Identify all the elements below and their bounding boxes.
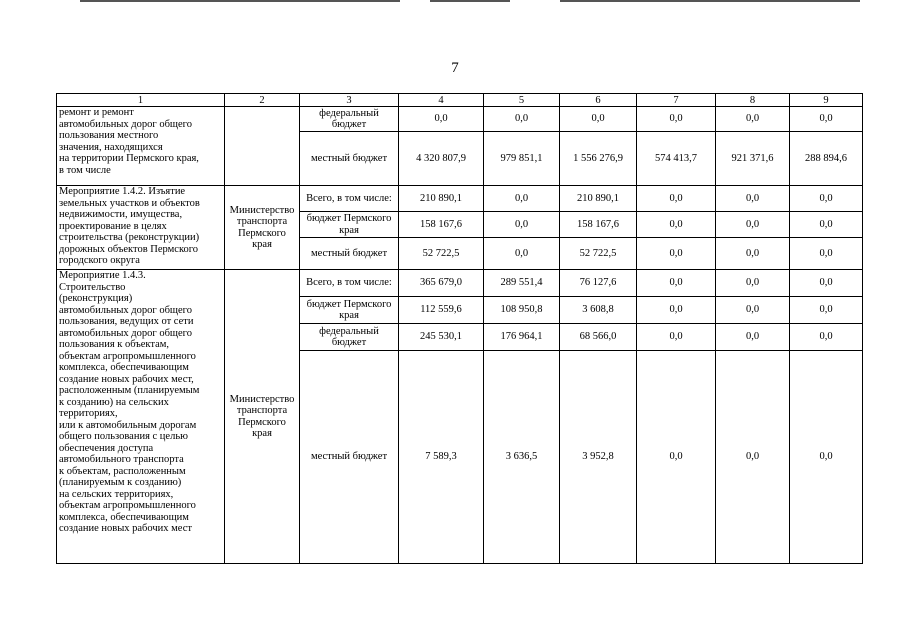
amount-cell: 921 371,6 xyxy=(716,132,790,186)
top-edge-rule-middle xyxy=(430,0,510,2)
amount-cell: 0,0 xyxy=(790,212,863,238)
amount-cell: 3 636,5 xyxy=(484,351,560,564)
table-row xyxy=(57,107,863,132)
header-cell: 6 xyxy=(560,94,637,107)
text-line: автомобильных дорог общего xyxy=(59,327,192,339)
text-line: Министерство xyxy=(229,393,295,405)
amount-cell: 0,0 xyxy=(637,212,716,238)
amount-cell: 0,0 xyxy=(484,238,560,270)
amount-cell: 0,0 xyxy=(716,238,790,270)
amount-cell: 0,0 xyxy=(790,186,863,212)
table-row xyxy=(57,186,863,212)
amount-cell: 574 413,7 xyxy=(637,132,716,186)
amount-cell: 0,0 xyxy=(484,186,560,212)
text-line: комплекса, обеспечивающим xyxy=(59,511,189,523)
amount-cell: 0,0 xyxy=(716,270,790,297)
header-cell: 7 xyxy=(637,94,716,107)
text-line: к созданию) на сельских xyxy=(59,396,169,408)
text-line: (планируемым к созданию) xyxy=(59,477,182,488)
page-number: 7 xyxy=(451,60,459,76)
amount-cell: 158 167,6 xyxy=(399,212,484,238)
funding-source-cell: Всего, в том числе: xyxy=(300,270,399,297)
amount-cell: 68 566,0 xyxy=(560,324,637,351)
text-line: расположенным (планируемым xyxy=(59,385,200,396)
executor-cell xyxy=(225,186,300,270)
text-line: земельных участков и объектов xyxy=(59,197,200,209)
amount-cell: 0,0 xyxy=(716,324,790,351)
text-line: обеспечения доступа xyxy=(59,442,154,454)
header-cell: 8 xyxy=(716,94,790,107)
text-line: создание новых рабочих мест, xyxy=(59,373,194,385)
amount-cell: 210 890,1 xyxy=(560,186,637,212)
text-line: автомобильных дорог общего xyxy=(59,118,192,130)
amount-cell: 0,0 xyxy=(716,107,790,132)
text-line: края xyxy=(252,428,272,439)
text-line: автомобильного транспорта xyxy=(59,454,184,465)
header-cell: 5 xyxy=(484,94,560,107)
amount-cell: 0,0 xyxy=(399,107,484,132)
top-edge-rule-left xyxy=(80,0,400,2)
amount-cell: 0,0 xyxy=(716,351,790,564)
amount-cell: 52 722,5 xyxy=(560,238,637,270)
amount-cell: 0,0 xyxy=(790,297,863,324)
header-cell: 9 xyxy=(790,94,863,107)
text-line: (реконструкция) xyxy=(59,293,133,304)
text-line: транспорта xyxy=(236,405,288,416)
amount-cell: 0,0 xyxy=(790,107,863,132)
text-line: дорожных объектов Пермского xyxy=(59,243,199,255)
amount-cell: 1 556 276,9 xyxy=(560,132,637,186)
amount-cell: 0,0 xyxy=(560,107,637,132)
amount-cell: 52 722,5 xyxy=(399,238,484,270)
amount-cell: 0,0 xyxy=(637,297,716,324)
amount-cell: 3 608,8 xyxy=(560,297,637,324)
funding-source-cell: местный бюджет xyxy=(300,132,399,186)
amount-cell: 0,0 xyxy=(716,212,790,238)
text-line: Министерство xyxy=(229,204,295,216)
amount-cell: 4 320 807,9 xyxy=(399,132,484,186)
activity-name-cell xyxy=(57,107,225,186)
text-line: значения, находящихся xyxy=(59,141,163,153)
text-line: к объектам, расположенным xyxy=(59,465,186,477)
amount-cell: 0,0 xyxy=(790,351,863,564)
funding-source-cell: Всего, в том числе: xyxy=(300,186,399,212)
table-row xyxy=(57,270,863,297)
amount-cell: 0,0 xyxy=(790,238,863,270)
activity-name-cell xyxy=(57,270,225,564)
funding-source-cell: бюджет Пермского края xyxy=(300,212,399,238)
text-line: края xyxy=(252,239,272,250)
text-line: общего пользования с целью xyxy=(59,431,188,442)
amount-cell: 3 952,8 xyxy=(560,351,637,564)
text-line: автомобильных дорог общего xyxy=(59,304,192,316)
table-body xyxy=(57,107,863,564)
amount-cell: 210 890,1 xyxy=(399,186,484,212)
text-line: пользования местного xyxy=(59,130,159,141)
text-line: Мероприятие 1.4.2. Изъятие xyxy=(59,186,186,197)
text-line: пользования, ведущих от сети xyxy=(59,316,194,327)
text-line: объектам агропромышленного xyxy=(59,500,196,511)
text-line: в том числе xyxy=(59,164,111,176)
text-line: ремонт и ремонт xyxy=(59,107,134,118)
amount-cell: 0,0 xyxy=(716,186,790,212)
amount-cell: 0,0 xyxy=(790,270,863,297)
amount-cell: 0,0 xyxy=(637,324,716,351)
amount-cell: 158 167,6 xyxy=(560,212,637,238)
amount-cell: 289 551,4 xyxy=(484,270,560,297)
amount-cell: 0,0 xyxy=(716,297,790,324)
amount-cell: 0,0 xyxy=(484,107,560,132)
amount-cell: 108 950,8 xyxy=(484,297,560,324)
text-line: недвижимости, имущества, xyxy=(59,209,183,220)
header-cell: 4 xyxy=(399,94,484,107)
amount-cell: 0,0 xyxy=(637,270,716,297)
text-line: или к автомобильным дорогам xyxy=(59,419,197,431)
amount-cell: 0,0 xyxy=(790,324,863,351)
text-line: Пермского xyxy=(238,416,286,428)
budget-table xyxy=(56,93,863,564)
executor-cell xyxy=(225,107,300,186)
text-line: Мероприятие 1.4.3. xyxy=(59,270,146,281)
text-line: городского округа xyxy=(59,255,140,266)
amount-cell: 7 589,3 xyxy=(399,351,484,564)
text-line: проектирование в целях xyxy=(59,220,167,232)
text-line: Пермского xyxy=(238,227,286,239)
amount-cell: 979 851,1 xyxy=(484,132,560,186)
text-line: пользования к объектам, xyxy=(59,339,170,350)
amount-cell: 176 964,1 xyxy=(484,324,560,351)
amount-cell: 0,0 xyxy=(637,186,716,212)
top-edge-rule-right xyxy=(560,0,860,2)
amount-cell: 0,0 xyxy=(637,238,716,270)
header-cell: 2 xyxy=(225,94,300,107)
amount-cell: 0,0 xyxy=(637,351,716,564)
header-row xyxy=(57,94,863,107)
amount-cell: 245 530,1 xyxy=(399,324,484,351)
text-line: комплекса, обеспечивающим xyxy=(59,362,189,373)
text-line: на сельских территориях, xyxy=(59,488,174,500)
text-line: территориях, xyxy=(59,408,118,419)
amount-cell: 0,0 xyxy=(484,212,560,238)
text-line: транспорта xyxy=(236,216,288,227)
amount-cell: 76 127,6 xyxy=(560,270,637,297)
text-line: объектам агропромышленного xyxy=(59,350,196,362)
funding-source-cell: бюджет Пермского края xyxy=(300,297,399,324)
amount-cell: 112 559,6 xyxy=(399,297,484,324)
funding-source-cell: местный бюджет xyxy=(300,351,399,564)
header-cell: 1 xyxy=(57,94,225,107)
funding-source-cell: федеральный бюджет xyxy=(300,324,399,351)
text-line: на территории Пермского края, xyxy=(59,153,199,164)
funding-source-cell: местный бюджет xyxy=(300,238,399,270)
text-line: строительства (реконструкции) xyxy=(59,232,200,243)
text-line: Строительство xyxy=(59,281,126,293)
amount-cell: 0,0 xyxy=(637,107,716,132)
activity-name-cell xyxy=(57,186,225,270)
header-cell: 3 xyxy=(300,94,399,107)
funding-source-cell: федеральный бюджет xyxy=(300,107,399,132)
amount-cell: 365 679,0 xyxy=(399,270,484,297)
text-line: создание новых рабочих мест xyxy=(59,523,192,534)
executor-cell xyxy=(225,270,300,564)
amount-cell: 288 894,6 xyxy=(790,132,863,186)
